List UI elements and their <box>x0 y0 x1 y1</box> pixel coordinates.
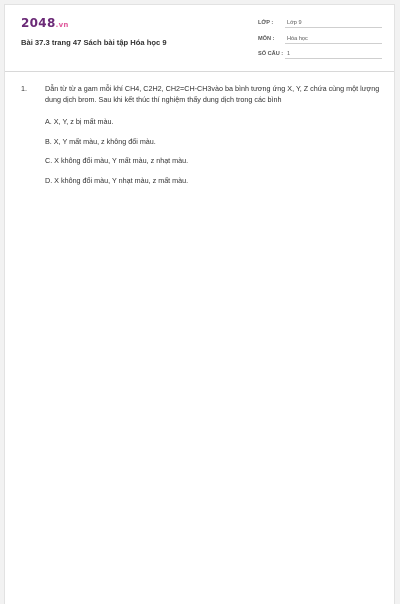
logo-main-text: 2048 <box>21 16 56 30</box>
logo-domain-text: .vn <box>55 21 69 29</box>
answer-options <box>45 116 188 194</box>
meta-row-question-count <box>258 49 383 65</box>
meta-label-subject: MÔN : <box>258 35 275 42</box>
site-logo[interactable] <box>21 16 69 32</box>
worksheet-meta <box>258 18 383 65</box>
meta-label-class: LỚP : <box>258 20 274 26</box>
worksheet-page <box>4 4 395 604</box>
worksheet-title: Bài 37.3 trang 47 Sách bài tập Hóa học 9 <box>21 38 167 47</box>
option-d[interactable]: D. X không đổi màu, Y nhạt màu, z mất màu. <box>45 175 189 185</box>
option-c[interactable]: C. X không đổi màu, Y mất màu, z nhạt màu. <box>45 156 189 165</box>
meta-value-question-count: 1 <box>285 49 382 59</box>
meta-value-class: Lớp 9 <box>285 18 382 28</box>
meta-value-subject: Hóa học <box>285 34 382 44</box>
meta-row-subject <box>258 34 383 50</box>
option-a[interactable]: A. X, Y, z bị mất màu. <box>45 117 114 126</box>
question-number: 1. <box>21 84 27 93</box>
option-b[interactable]: B. X, Y mất màu, z không đổi màu. <box>45 136 156 146</box>
meta-label-question-count: SỐ CÂU : <box>258 51 284 57</box>
meta-row-class <box>258 18 383 34</box>
question-text: Dẫn từ từ a gam mỗi khí CH4, C2H2, CH2=CH-CH3vào ba bình tương ứng X, Y, Z chứa cùng một lượng dung dịch brom. Sau khi kết thúc thí nghiệm thấy dung dịch trong các bình <box>45 84 380 104</box>
worksheet-header <box>5 5 394 72</box>
